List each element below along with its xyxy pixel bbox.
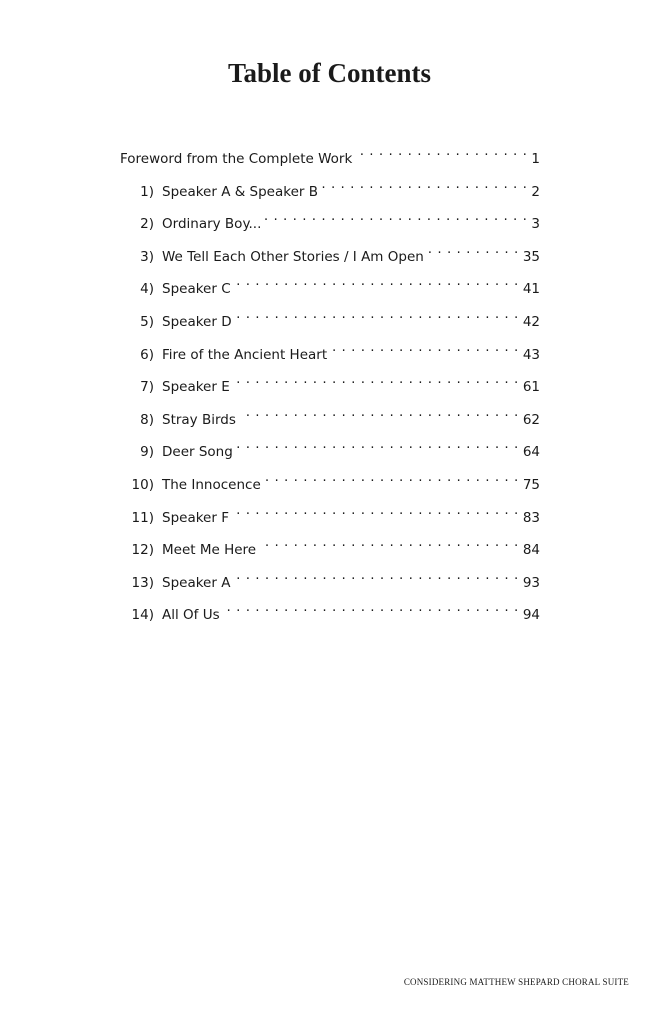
toc-entry-page: 3 [531, 216, 540, 233]
toc-entry-number: 14) [131, 607, 154, 624]
toc-entry-title: Foreword from the Complete Work [120, 151, 353, 167]
toc-entry [120, 204, 540, 237]
toc-entry-number: 9) [140, 444, 154, 461]
toc-entry [120, 237, 540, 270]
toc-entry-page: 61 [522, 379, 540, 396]
toc-entry-title: Speaker F [162, 509, 229, 526]
toc-entry-number: 4) [140, 281, 154, 298]
page-title: Table of Contents [227, 58, 432, 88]
toc-entry-title: Stray Birds [162, 411, 236, 428]
table-of-contents [120, 139, 540, 628]
toc-entry-page: 2 [531, 183, 540, 200]
toc-entry-page: 1 [531, 151, 540, 167]
dot-leader [236, 302, 519, 326]
toc-entry-title: Speaker C [162, 281, 231, 298]
toc-entry-page: 43 [522, 346, 540, 363]
dot-leader [233, 498, 519, 522]
dot-leader [240, 400, 519, 424]
toc-entry-page: 83 [522, 509, 540, 526]
toc-entry-page: 41 [522, 281, 540, 298]
toc-entry-number: 5) [140, 313, 154, 330]
toc-entry-title: Speaker D [162, 313, 232, 330]
toc-entry-title: All Of Us [162, 607, 220, 624]
toc-entry-page: 84 [522, 542, 540, 559]
toc-entry [120, 432, 540, 465]
toc-entry-title: Speaker A [162, 574, 231, 591]
toc-entry [120, 530, 540, 563]
dot-leader [235, 269, 519, 293]
toc-entry-foreword [120, 139, 540, 172]
toc-entry-number: 7) [140, 379, 154, 396]
toc-entry-title: Deer Song [162, 444, 233, 461]
toc-entry-title: Speaker E [162, 379, 230, 396]
dot-leader [234, 563, 518, 587]
toc-entry-title: We Tell Each Other Stories / I Am Open [162, 248, 424, 265]
toc-entry-title: Ordinary Boy... [162, 216, 262, 233]
dot-leader [356, 139, 527, 163]
dot-leader [428, 237, 519, 261]
toc-entry [120, 302, 540, 335]
toc-entry-number: 12) [131, 542, 154, 559]
toc-entry-number: 11) [131, 509, 154, 526]
toc-entry [120, 400, 540, 433]
toc-entry-number: 6) [140, 346, 154, 363]
toc-entry-page: 62 [522, 411, 540, 428]
toc-entry-title: Fire of the Ancient Heart [162, 346, 328, 363]
dot-leader [265, 465, 519, 489]
dot-leader [260, 530, 519, 554]
dot-leader [224, 595, 519, 619]
toc-entry-number: 8) [140, 411, 154, 428]
toc-entry [120, 269, 540, 302]
toc-entry [120, 172, 540, 205]
toc-entry-number: 13) [131, 574, 154, 591]
toc-entry-page: 94 [522, 607, 540, 624]
toc-entry [120, 367, 540, 400]
toc-entry-page: 64 [522, 444, 540, 461]
toc-entry-page: 75 [522, 476, 540, 493]
dot-leader [234, 367, 519, 391]
toc-entry-page: 42 [522, 313, 540, 330]
dot-leader [265, 204, 527, 228]
toc-entry-title: Speaker A & Speaker B [162, 183, 319, 200]
running-footer: CONSIDERING MATTHEW SHEPARD CHORAL SUITE [403, 977, 629, 987]
toc-entry-number: 3) [140, 248, 154, 265]
toc-entry [120, 595, 540, 628]
toc-entry-title: The Innocence [162, 476, 261, 493]
dot-leader [331, 335, 519, 359]
toc-entry [120, 335, 540, 368]
toc-entry [120, 465, 540, 498]
toc-entry-number: 2) [140, 216, 154, 233]
toc-entry-title: Meet Me Here [162, 542, 257, 559]
toc-entry [120, 563, 540, 596]
toc-entry-number: 1) [140, 183, 154, 200]
toc-entry-page: 93 [522, 574, 540, 591]
toc-entry-page: 35 [522, 248, 540, 265]
toc-entry [120, 498, 540, 531]
toc-entry-number: 10) [131, 476, 154, 493]
dot-leader [322, 172, 527, 196]
dot-leader [237, 432, 519, 456]
